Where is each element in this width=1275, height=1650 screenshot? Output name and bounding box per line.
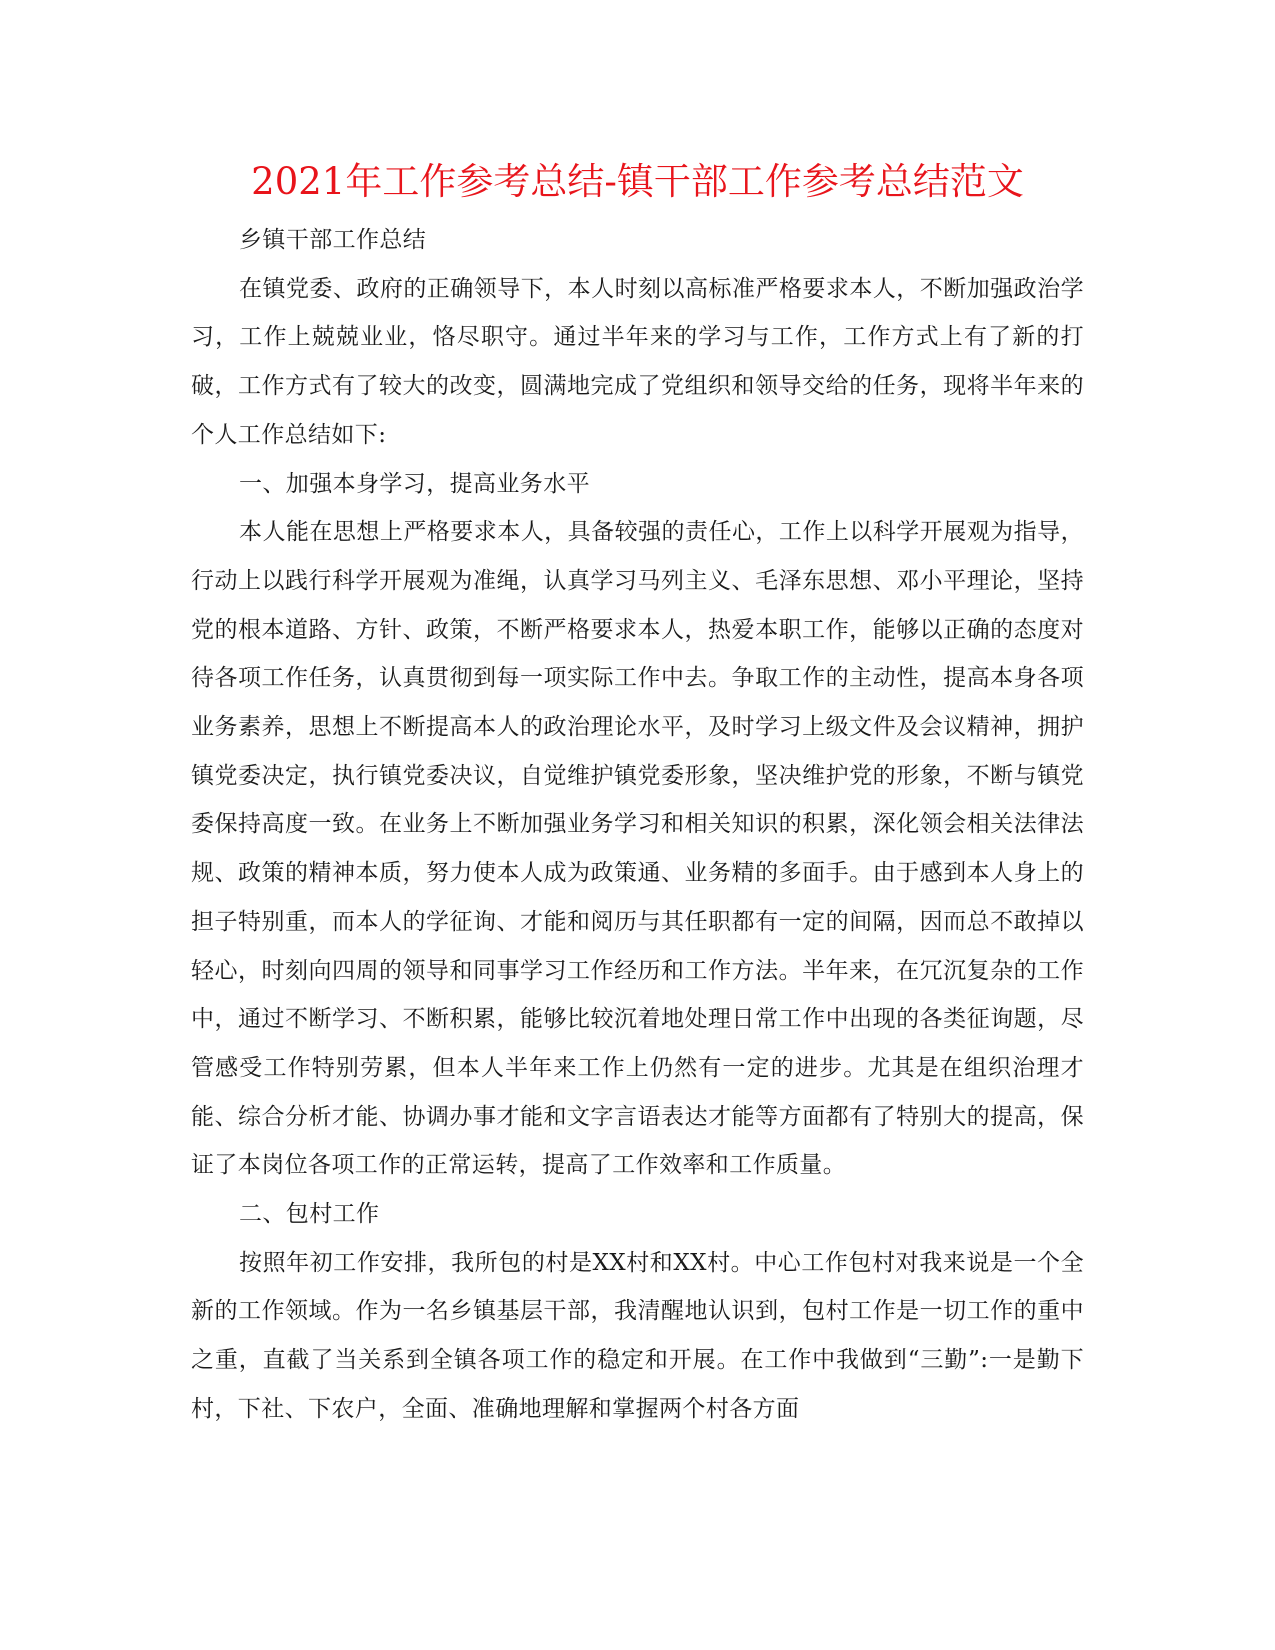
document-subtitle: 乡镇干部工作总结 xyxy=(239,227,427,253)
paragraph-village-work: 按照年初工作安排，我所包的村是XX村和XX村。中心工作包村对我来说是一个全新的工作领域。作为一名乡镇基层干部，我清醒地认识到，包村工作是一切工作的重中之重，直截了当关系到全镇各项工作的稳定和开展。在工作中我做到“三勤”:一是勤下村，下社、下农户，全面、准确地理解和掌握两个村各方面 xyxy=(191,1249,1084,1422)
section-heading-1: 一、加强本身学习，提高业务水平 xyxy=(239,470,590,497)
paragraph-intro: 在镇党委、政府的正确领导下，本人时刻以高标准严格要求本人，不断加强政治学习，工作上兢兢业业，恪尽职守。通过半年来的学习与工作，工作方式上有了新的打破，工作方式有了较大的改变，圆满地完成了党组织和领导交给的任务，现将半年来的个人工作总结如下: xyxy=(191,275,1084,448)
section-heading-2: 二、包村工作 xyxy=(239,1201,380,1228)
document-body xyxy=(191,216,1084,1434)
paragraph-study: 本人能在思想上严格要求本人，具备较强的责任心，工作上以科学开展观为指导，行动上以践行科学开展观为准绳，认真学习马列主义、毛泽东思想、邓小平理论，坚持党的根本道路、方针、政策，不断严格要求本人，热爱本职工作，能够以正确的态度对待各项工作任务，认真贯彻到每一项实际工作中去。争取工作的主动性，提高本身各项业务素养，思想上不断提高本人的政治理论水平，及时学习上级文件及会议精神，拥护镇党委决定，执行镇党委决议，自觉维护镇党委形象，坚决维护党的形象，不断与镇党委保持高度一致。在业务上不断加强业务学习和相关知识的积累，深化领会相关法律法规、政策的精神本质，努力使本人成为政策通、业务精的多面手。由于感到本人身上的担子特别重，而本人的学征询、才能和阅历与其任职都有一定的间隔，因而总不敢掉以轻心，时刻向四周的领导和同事学习工作经历和工作方法。半年来，在冗沉复杂的工作中，通过不断学习、不断积累，能够比较沉着地处理日常工作中出现的各类征询题，尽管感受工作特别劳累，但本人半年来工作上仍然有一定的进步。尤其是在组织治理才能、综合分析才能、协调办事才能和文字言语表达才能等方面都有了特别大的提高，保证了本岗位各项工作的正常运转，提高了工作效率和工作质量。 xyxy=(191,519,1084,1179)
document-title: 2021年工作参考总结-镇干部工作参考总结范文 xyxy=(251,160,1024,203)
